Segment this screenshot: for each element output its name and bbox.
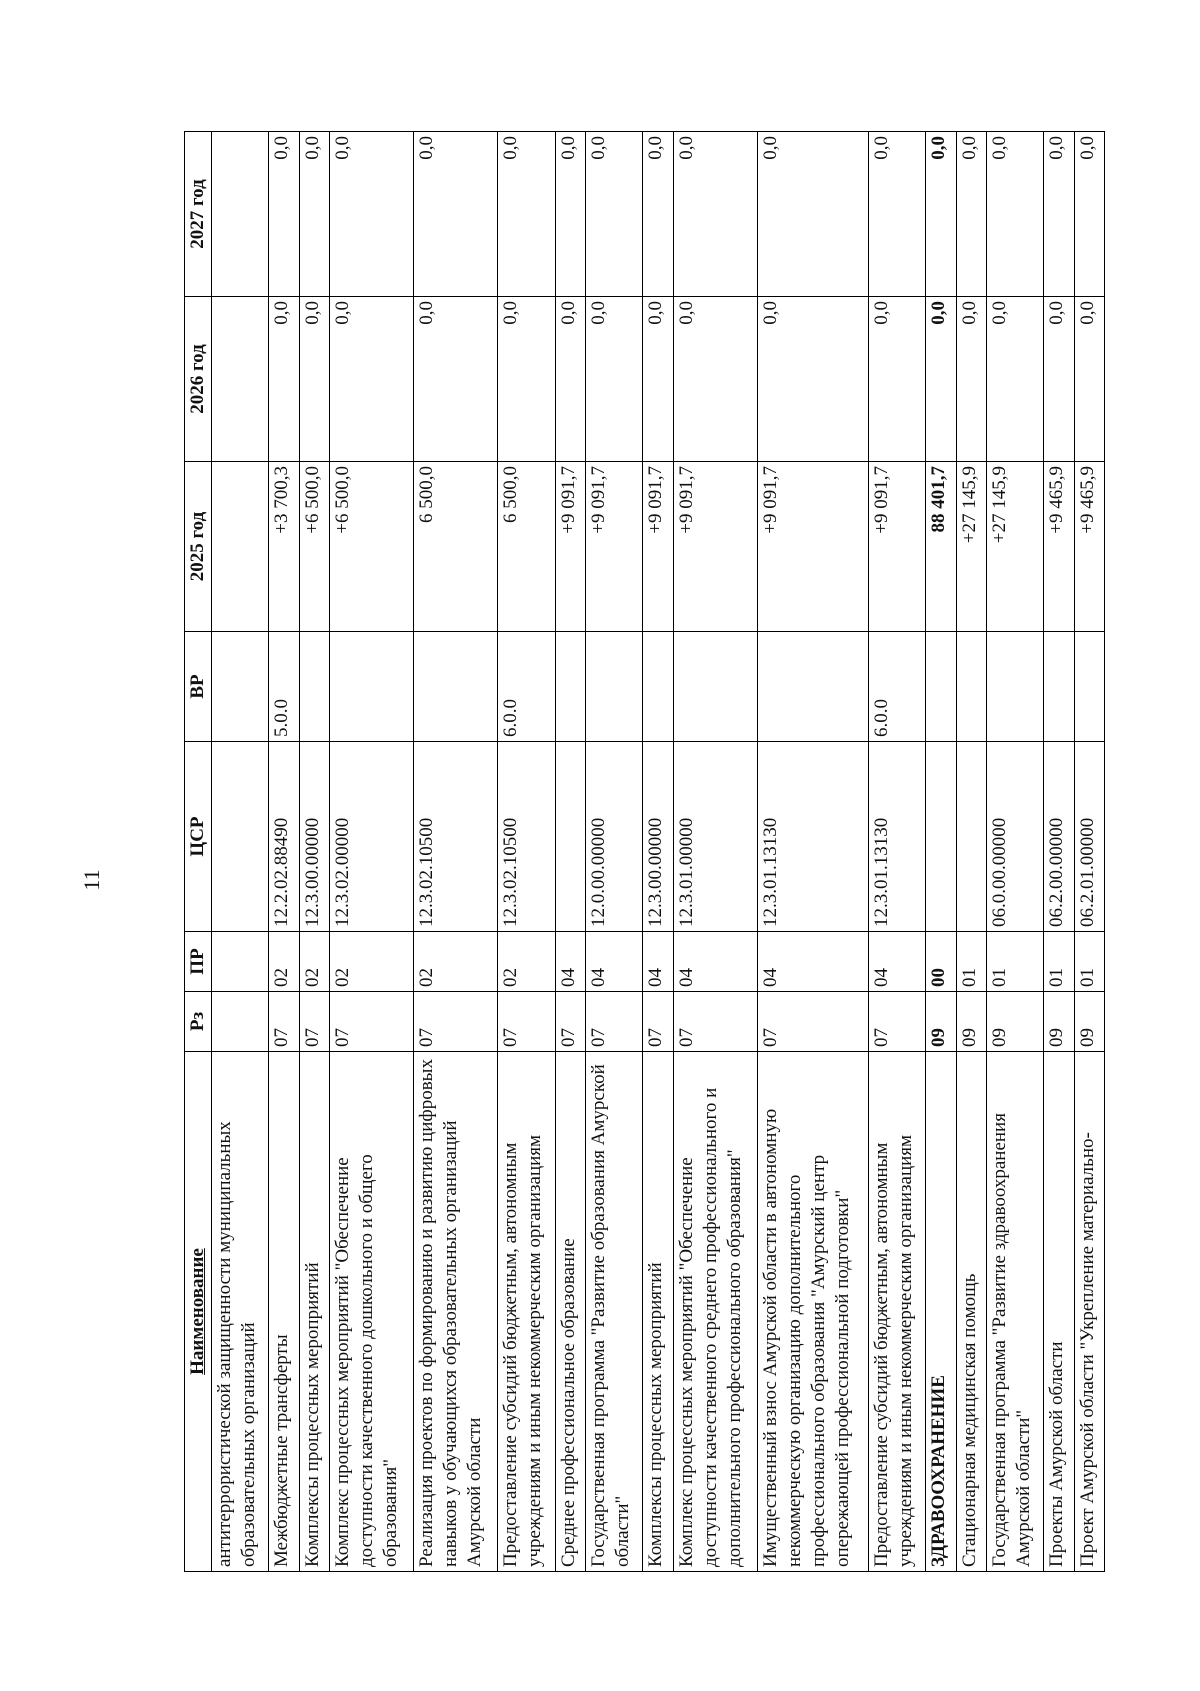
cell-rz: 09 <box>987 992 1044 1052</box>
cell-2026: 0,0 <box>643 297 673 462</box>
cell-2025: +9 091,7 <box>673 462 757 632</box>
cell-vr: 6.0.0 <box>869 632 926 742</box>
table-row <box>299 132 329 1572</box>
cell-csr: 12.0.00.00000 <box>586 742 643 932</box>
cell-2025: +6 500,0 <box>299 462 329 632</box>
cell-2025: 6 500,0 <box>414 462 498 632</box>
cell-2027: 0,0 <box>869 132 926 297</box>
cell-2027: 0,0 <box>414 132 498 297</box>
cell-2025: +27 145,9 <box>956 462 986 632</box>
cell-2025: 6 500,0 <box>498 462 555 632</box>
cell-vr <box>586 632 643 742</box>
table-row <box>926 132 956 1572</box>
cell-name: ЗДРАВООХРАНЕНИЕ <box>926 1052 956 1572</box>
cell-2025: +9 465,9 <box>1044 462 1074 632</box>
cell-name: Среднее профессиональное образование <box>555 1052 585 1572</box>
cell-name: антитеррористической защищенности муниципальных образовательных организаций <box>212 1052 269 1572</box>
col-header-name: Наименование <box>185 1052 212 1572</box>
cell-vr <box>414 632 498 742</box>
cell-name: Комплексы процессных мероприятий <box>299 1052 329 1572</box>
table-row <box>643 132 673 1572</box>
table-row <box>673 132 757 1572</box>
cell-rz <box>212 992 269 1052</box>
cell-2025: +9 091,7 <box>869 462 926 632</box>
cell-name: Имущественный взнос Амурской области в автономную некоммерческую организацию дополнительного профессионального образования "Амурский центр опережающей профессиональной подготовки" <box>757 1052 868 1572</box>
cell-pr: 04 <box>586 932 643 992</box>
cell-csr: 12.3.00.00000 <box>299 742 329 932</box>
cell-rz: 09 <box>1044 992 1074 1052</box>
cell-name: Проекты Амурской области <box>1044 1052 1074 1572</box>
cell-pr: 02 <box>498 932 555 992</box>
cell-2026: 0,0 <box>414 297 498 462</box>
cell-2025: +9 091,7 <box>586 462 643 632</box>
cell-vr <box>1044 632 1074 742</box>
cell-2027: 0,0 <box>987 132 1044 297</box>
cell-rz: 07 <box>329 992 413 1052</box>
cell-2026: 0,0 <box>1044 297 1074 462</box>
cell-csr: 12.3.02.10500 <box>498 742 555 932</box>
cell-rz: 07 <box>269 992 299 1052</box>
cell-2027: 0,0 <box>555 132 585 297</box>
cell-vr <box>757 632 868 742</box>
cell-2026: 0,0 <box>586 297 643 462</box>
cell-name: Реализация проектов по формированию и развитию цифровых навыков у обучающихся образовательных организаций Амурской области <box>414 1052 498 1572</box>
table-row <box>987 132 1044 1572</box>
cell-vr <box>555 632 585 742</box>
col-header-2025: 2025 год <box>185 462 212 632</box>
cell-2027: 0,0 <box>1074 132 1104 297</box>
cell-2027: 0,0 <box>673 132 757 297</box>
cell-rz: 07 <box>673 992 757 1052</box>
cell-2026: 0,0 <box>869 297 926 462</box>
cell-pr: 04 <box>673 932 757 992</box>
cell-vr <box>673 632 757 742</box>
cell-pr <box>212 932 269 992</box>
cell-vr <box>926 632 956 742</box>
cell-2026: 0,0 <box>926 297 956 462</box>
col-header-rz: Рз <box>185 992 212 1052</box>
cell-csr: 06.0.00.00000 <box>987 742 1044 932</box>
cell-2026: 0,0 <box>555 297 585 462</box>
cell-2025: +9 091,7 <box>555 462 585 632</box>
cell-vr <box>299 632 329 742</box>
cell-2025: +6 500,0 <box>329 462 413 632</box>
cell-name: Проект Амурской области "Укрепление материально- <box>1074 1052 1104 1572</box>
cell-2025: +9 091,7 <box>643 462 673 632</box>
cell-vr <box>956 632 986 742</box>
cell-2026: 0,0 <box>757 297 868 462</box>
cell-pr: 02 <box>329 932 413 992</box>
cell-vr: 6.0.0 <box>498 632 555 742</box>
cell-pr: 02 <box>299 932 329 992</box>
cell-pr: 01 <box>1074 932 1104 992</box>
cell-rz: 07 <box>555 992 585 1052</box>
cell-2025: +9 465,9 <box>1074 462 1104 632</box>
cell-name: Предоставление субсидий бюджетным, автономным учреждениям и иным некоммерческим организациям <box>498 1052 555 1572</box>
cell-2027: 0,0 <box>956 132 986 297</box>
cell-csr: 06.2.01.00000 <box>1074 742 1104 932</box>
cell-csr <box>956 742 986 932</box>
table-header-row <box>185 132 212 1572</box>
cell-rz: 07 <box>586 992 643 1052</box>
col-header-2026: 2026 год <box>185 297 212 462</box>
cell-2026 <box>212 297 269 462</box>
cell-rz: 07 <box>869 992 926 1052</box>
cell-2025 <box>212 462 269 632</box>
cell-2027: 0,0 <box>926 132 956 297</box>
cell-pr: 04 <box>643 932 673 992</box>
cell-2025: +3 700,3 <box>269 462 299 632</box>
cell-2026: 0,0 <box>329 297 413 462</box>
cell-rz: 09 <box>1074 992 1104 1052</box>
cell-pr: 02 <box>414 932 498 992</box>
col-header-csr: ЦСР <box>185 742 212 932</box>
cell-csr: 12.3.01.13130 <box>757 742 868 932</box>
cell-pr: 04 <box>555 932 585 992</box>
cell-rz: 07 <box>299 992 329 1052</box>
table-row <box>269 132 299 1572</box>
cell-rz: 07 <box>643 992 673 1052</box>
cell-rz: 09 <box>926 992 956 1052</box>
cell-2026: 0,0 <box>498 297 555 462</box>
cell-csr: 06.2.00.00000 <box>1044 742 1074 932</box>
cell-pr: 01 <box>1044 932 1074 992</box>
cell-name: Предоставление субсидий бюджетным, автономным учреждениям и иным некоммерческим организациям <box>869 1052 926 1572</box>
cell-2027: 0,0 <box>498 132 555 297</box>
cell-2026: 0,0 <box>1074 297 1104 462</box>
cell-name: Комплекс процессных мероприятий "Обеспечение доступности качественного дошкольного и общего образования" <box>329 1052 413 1572</box>
cell-2025: +27 145,9 <box>987 462 1044 632</box>
cell-csr <box>926 742 956 932</box>
cell-csr: 12.3.01.00000 <box>673 742 757 932</box>
table-row <box>586 132 643 1572</box>
cell-2027: 0,0 <box>586 132 643 297</box>
table-row <box>956 132 986 1572</box>
cell-pr: 01 <box>987 932 1044 992</box>
cell-2027: 0,0 <box>643 132 673 297</box>
cell-2027: 0,0 <box>299 132 329 297</box>
cell-pr: 02 <box>269 932 299 992</box>
cell-2026: 0,0 <box>299 297 329 462</box>
cell-name: Государственная программа "Развитие образования Амурской области" <box>586 1052 643 1572</box>
cell-pr: 04 <box>757 932 868 992</box>
cell-csr: 12.3.02.00000 <box>329 742 413 932</box>
cell-2025: 88 401,7 <box>926 462 956 632</box>
cell-csr: 12.3.01.13130 <box>869 742 926 932</box>
cell-2025: +9 091,7 <box>757 462 868 632</box>
table-row <box>212 132 269 1572</box>
cell-csr: 12.3.00.00000 <box>643 742 673 932</box>
budget-table-container <box>184 132 1105 1572</box>
page-number: 11 <box>79 869 104 891</box>
table-row <box>1044 132 1074 1572</box>
col-header-vr: ВР <box>185 632 212 742</box>
budget-table <box>184 131 1105 1572</box>
cell-rz: 09 <box>956 992 986 1052</box>
table-row <box>555 132 585 1572</box>
cell-2026: 0,0 <box>673 297 757 462</box>
cell-vr <box>212 632 269 742</box>
table-row <box>1074 132 1104 1572</box>
cell-2027 <box>212 132 269 297</box>
cell-rz: 07 <box>498 992 555 1052</box>
cell-name: Государственная программа "Развитие здравоохранения Амурской области" <box>987 1052 1044 1572</box>
cell-csr <box>555 742 585 932</box>
cell-pr: 04 <box>869 932 926 992</box>
cell-2027: 0,0 <box>1044 132 1074 297</box>
cell-2027: 0,0 <box>757 132 868 297</box>
cell-2027: 0,0 <box>329 132 413 297</box>
cell-name: Комплексы процессных мероприятий <box>643 1052 673 1572</box>
cell-2026: 0,0 <box>956 297 986 462</box>
cell-rz: 07 <box>414 992 498 1052</box>
cell-2026: 0,0 <box>269 297 299 462</box>
cell-rz: 07 <box>757 992 868 1052</box>
cell-name: Стационарная медицинская помощь <box>956 1052 986 1572</box>
cell-2026: 0,0 <box>987 297 1044 462</box>
cell-vr <box>643 632 673 742</box>
cell-csr: 12.2.02.88490 <box>269 742 299 932</box>
cell-csr <box>212 742 269 932</box>
col-header-pr: ПР <box>185 932 212 992</box>
table-row <box>329 132 413 1572</box>
table-row <box>498 132 555 1572</box>
cell-name: Межбюджетные трансферты <box>269 1052 299 1572</box>
col-header-2027: 2027 год <box>185 132 212 297</box>
table-row <box>757 132 868 1572</box>
cell-vr <box>987 632 1044 742</box>
table-row <box>869 132 926 1572</box>
cell-pr: 00 <box>926 932 956 992</box>
cell-2027: 0,0 <box>269 132 299 297</box>
cell-name: Комплекс процессных мероприятий "Обеспечение доступности качественного среднего профессионального и дополнительного профессионального образования" <box>673 1052 757 1572</box>
table-body <box>212 132 1105 1572</box>
cell-vr <box>329 632 413 742</box>
cell-vr: 5.0.0 <box>269 632 299 742</box>
cell-pr: 01 <box>956 932 986 992</box>
cell-vr <box>1074 632 1104 742</box>
table-row <box>414 132 498 1572</box>
cell-csr: 12.3.02.10500 <box>414 742 498 932</box>
